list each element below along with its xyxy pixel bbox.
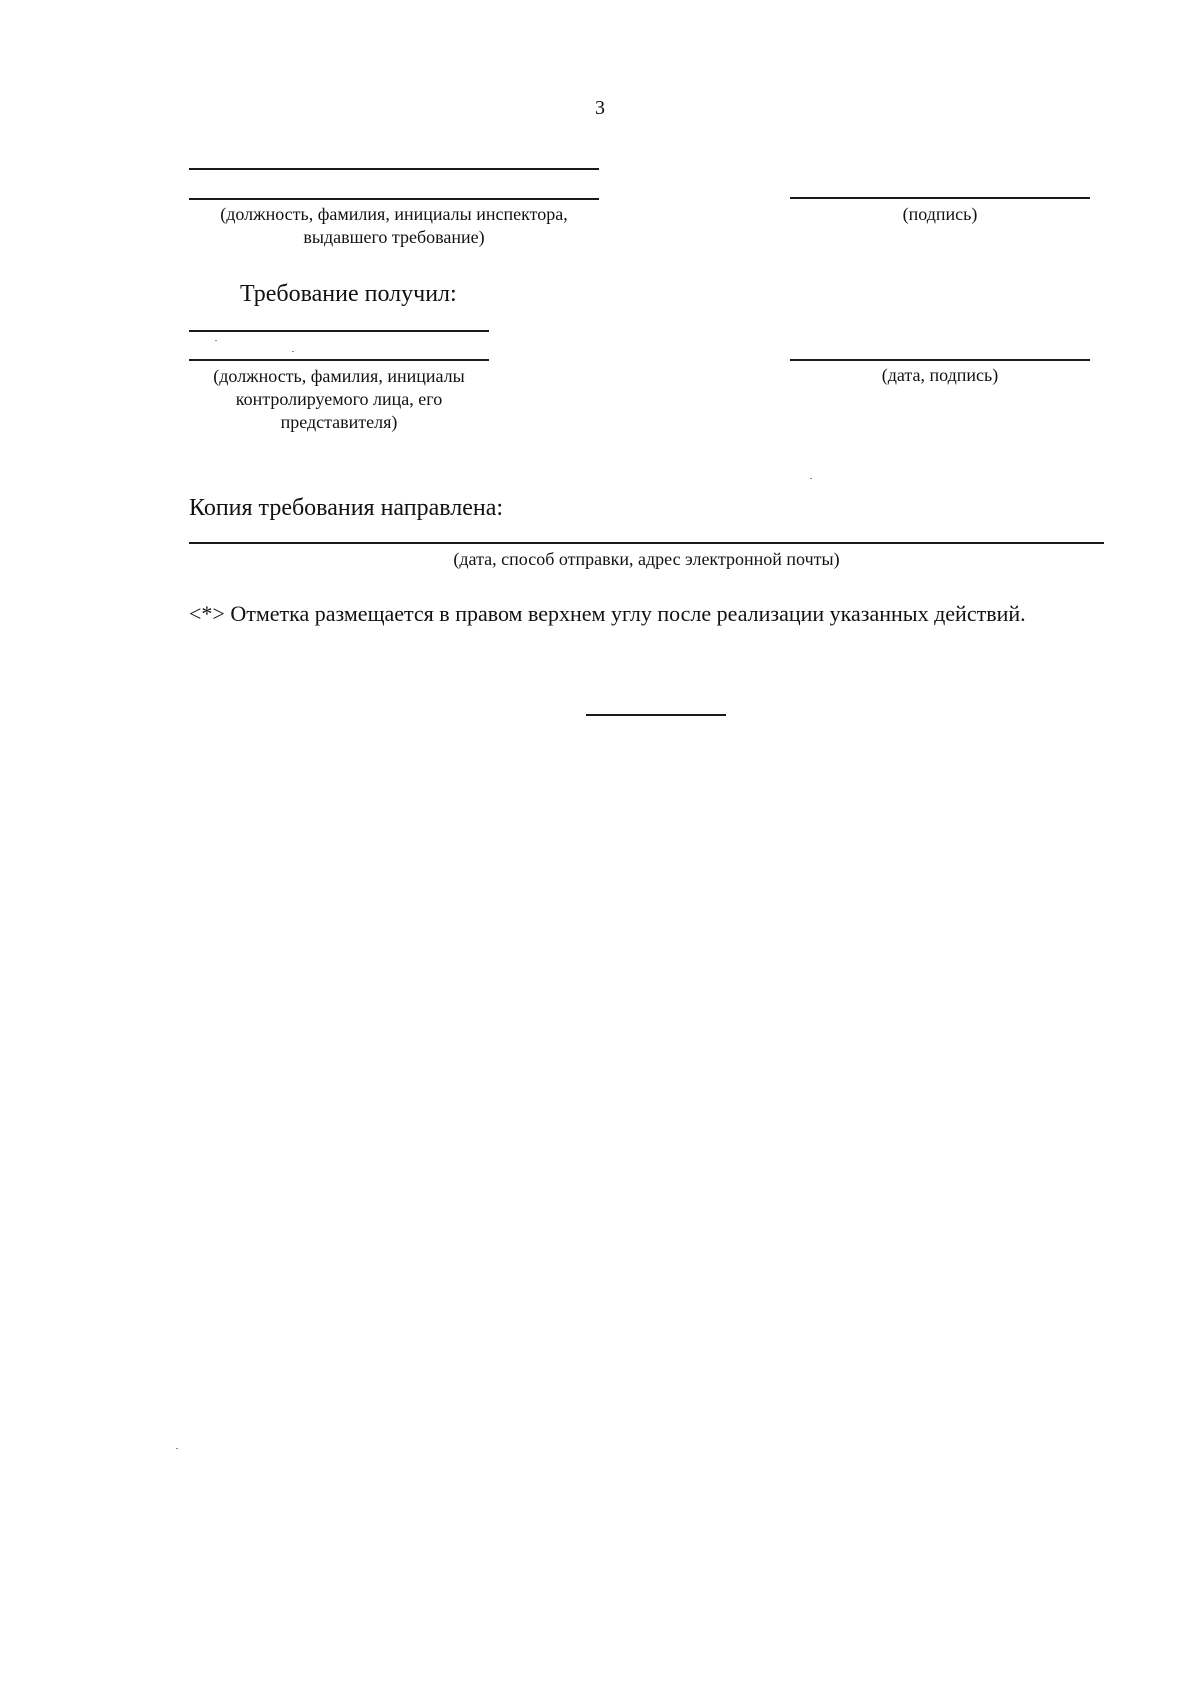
received-caption: [189, 365, 489, 434]
scan-speck: [292, 351, 294, 352]
scan-speck: [215, 340, 217, 341]
received-line-2: [189, 359, 489, 361]
copy-line: [189, 542, 1104, 544]
received-heading: Требование получил:: [240, 281, 457, 307]
signature-caption: (подпись): [902, 204, 978, 224]
scan-speck: [176, 1448, 178, 1449]
inspector-caption: [189, 203, 599, 249]
inspector-caption-line-2: выдавшего требование): [303, 227, 485, 247]
scan-speck: [810, 478, 812, 479]
inspector-line-1: [189, 168, 599, 170]
inspector-caption-line-1: (должность, фамилия, инициалы инспектора,: [220, 204, 568, 224]
closing-rule: [586, 714, 726, 716]
copy-heading: Копия требования направлена:: [189, 495, 504, 521]
received-caption-line-3: представителя): [280, 412, 398, 432]
footnote: <*> Отметка размещается в правом верхнем углу после реализации указанных действий.: [189, 601, 1026, 626]
received-caption-line-1: (должность, фамилия, инициалы: [213, 366, 465, 386]
signature-line: [790, 197, 1090, 199]
copy-caption: (дата, способ отправки, адрес электронной почты): [453, 549, 840, 569]
page-number: 3: [595, 97, 605, 119]
inspector-line-2: [189, 198, 599, 200]
received-line-1: [189, 330, 489, 332]
date-signature-caption: (дата, подпись): [881, 365, 999, 385]
received-caption-line-2: контролируемого лица, его: [235, 389, 443, 409]
date-signature-line: [790, 359, 1090, 361]
